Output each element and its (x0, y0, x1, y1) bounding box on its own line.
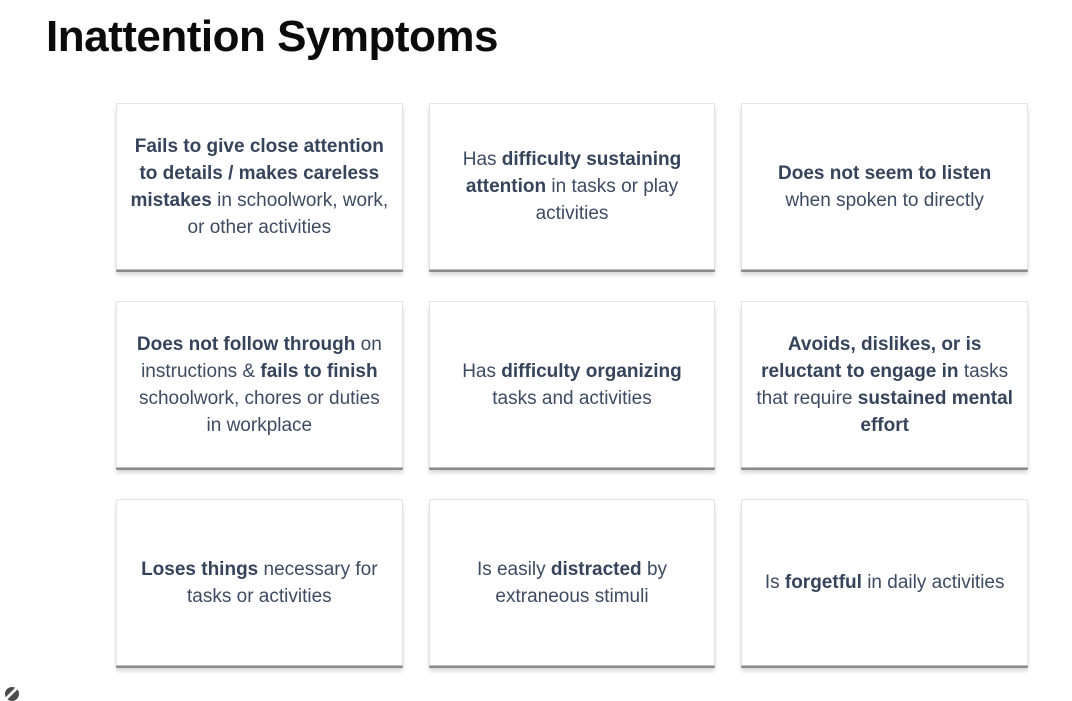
symptom-card-text: Has difficulty sustaining attention in tasks or play activities (462, 149, 682, 224)
symptom-card-text: Does not seem to listen when spoken to directly (778, 162, 992, 211)
symptom-card-text: Fails to give close attention to details / makes careless mistakes in schoolwork, work, or other activities (130, 135, 389, 238)
symptom-card-text: Does not follow through on instructions & fails to finish schoolwork, chores or duties in workplace (136, 333, 382, 436)
page-title: Inattention Symptoms (46, 12, 499, 61)
symptom-card (116, 103, 403, 270)
symptom-card (116, 301, 403, 468)
symptom-card (741, 103, 1028, 270)
symptom-card (429, 301, 716, 468)
symptom-card (429, 499, 716, 666)
symptom-grid (116, 103, 1028, 666)
symptom-card-text: Is forgetful in daily activities (764, 572, 1005, 593)
symptom-card-text: Has difficulty organizing tasks and activities (462, 360, 682, 409)
symptom-card-text: Loses things necessary for tasks or activities (141, 558, 378, 607)
symptom-card (741, 499, 1028, 666)
partial-circle-icon (5, 687, 19, 701)
symptom-card (741, 301, 1028, 468)
symptom-card-text: Avoids, dislikes, or is reluctant to engage in tasks that require sustained mental effort (756, 333, 1013, 436)
symptom-card-text: Is easily distracted by extraneous stimuli (476, 558, 668, 607)
symptom-card (429, 103, 716, 270)
symptom-card (116, 499, 403, 666)
